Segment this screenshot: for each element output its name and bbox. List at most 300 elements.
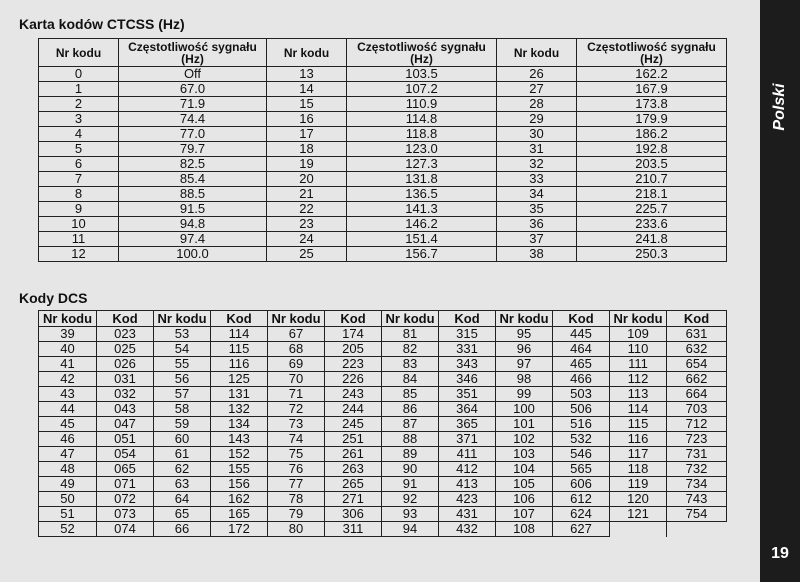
table-cell: 113 [610, 387, 667, 402]
table-row [39, 217, 727, 232]
table-cell: 631 [667, 327, 727, 342]
table-cell: 371 [439, 432, 496, 447]
table-row [39, 127, 727, 142]
table-cell: 125 [211, 372, 268, 387]
table-cell: 054 [97, 447, 154, 462]
table-cell: 17 [267, 127, 347, 142]
table-cell: 83 [382, 357, 439, 372]
table-cell: 3 [39, 112, 119, 127]
table-cell: 627 [553, 522, 610, 537]
table-cell: 123.0 [347, 142, 497, 157]
table-cell: 152 [211, 447, 268, 462]
table-cell: 071 [97, 477, 154, 492]
table-cell: 73 [268, 417, 325, 432]
table-cell: 131.8 [347, 172, 497, 187]
table-cell: 723 [667, 432, 727, 447]
table-cell: 423 [439, 492, 496, 507]
table-cell: 54 [154, 342, 211, 357]
table-cell: 88.5 [119, 187, 267, 202]
table-cell: 4 [39, 127, 119, 142]
table-cell: 265 [325, 477, 382, 492]
table-cell: 27 [497, 82, 577, 97]
table-row [39, 82, 727, 97]
table-cell: 132 [211, 402, 268, 417]
table-cell: 39 [39, 327, 97, 342]
table-cell: 205 [325, 342, 382, 357]
table-cell: 14 [267, 82, 347, 97]
table-cell: 116 [610, 432, 667, 447]
table-cell: 2 [39, 97, 119, 112]
table-cell: 114 [610, 402, 667, 417]
table-cell: 179.9 [577, 112, 727, 127]
table-cell: 53 [154, 327, 211, 342]
table-cell: 91.5 [119, 202, 267, 217]
table-cell: 16 [267, 112, 347, 127]
table-cell: 22 [267, 202, 347, 217]
table-cell: 28 [497, 97, 577, 112]
table-cell: 712 [667, 417, 727, 432]
table-row [39, 232, 727, 247]
table-row [39, 372, 727, 387]
table-cell: 85.4 [119, 172, 267, 187]
table-cell: 105 [496, 477, 553, 492]
dcs-header-row [39, 311, 727, 327]
table-cell: 107.2 [347, 82, 497, 97]
table-row [39, 507, 727, 522]
table-cell: 95 [496, 327, 553, 342]
table-cell: 115 [211, 342, 268, 357]
table-cell: 233.6 [577, 217, 727, 232]
table-cell: 67 [268, 327, 325, 342]
table-cell: 98 [496, 372, 553, 387]
language-sidebar [760, 0, 800, 582]
table-cell: 41 [39, 357, 97, 372]
table-cell: 343 [439, 357, 496, 372]
table-cell: 632 [667, 342, 727, 357]
table-cell: 311 [325, 522, 382, 537]
table-cell: 34 [497, 187, 577, 202]
table-cell: 97 [496, 357, 553, 372]
table-cell: 111 [610, 357, 667, 372]
table-cell: 112 [610, 372, 667, 387]
table-cell: 263 [325, 462, 382, 477]
table-cell: 023 [97, 327, 154, 342]
table-cell: 101 [496, 417, 553, 432]
table-cell: 79.7 [119, 142, 267, 157]
table-cell: 143 [211, 432, 268, 447]
table-cell: 532 [553, 432, 610, 447]
table-row [39, 522, 727, 537]
table-cell [667, 522, 727, 537]
column-header: Nr kodu [610, 311, 667, 327]
table-cell: 30 [497, 127, 577, 142]
table-cell: 18 [267, 142, 347, 157]
table-cell: 506 [553, 402, 610, 417]
table-cell: 97.4 [119, 232, 267, 247]
table-cell: 365 [439, 417, 496, 432]
table-cell: 44 [39, 402, 97, 417]
table-row [39, 142, 727, 157]
table-cell: 117 [610, 447, 667, 462]
table-cell: 71 [268, 387, 325, 402]
table-cell: 664 [667, 387, 727, 402]
table-cell: 100 [496, 402, 553, 417]
table-cell: 50 [39, 492, 97, 507]
table-cell: 37 [497, 232, 577, 247]
table-cell: 243 [325, 387, 382, 402]
table-cell: 271 [325, 492, 382, 507]
table-cell: 155 [211, 462, 268, 477]
table-cell: 56 [154, 372, 211, 387]
table-row [39, 387, 727, 402]
page-number: 19 [771, 545, 789, 562]
table-cell: 81 [382, 327, 439, 342]
table-cell: 5 [39, 142, 119, 157]
table-cell: 131 [211, 387, 268, 402]
table-cell: 031 [97, 372, 154, 387]
table-cell: 92 [382, 492, 439, 507]
column-header: Nr kodu [267, 39, 347, 67]
ctcss-title: Karta kodów CTCSS (Hz) [19, 16, 185, 32]
table-cell: 118.8 [347, 127, 497, 142]
table-cell: 29 [497, 112, 577, 127]
table-cell: 074 [97, 522, 154, 537]
table-cell: 127.3 [347, 157, 497, 172]
table-cell: 703 [667, 402, 727, 417]
table-cell: 364 [439, 402, 496, 417]
column-header: Nr kodu [497, 39, 577, 67]
column-header: Nr kodu [496, 311, 553, 327]
table-cell: 431 [439, 507, 496, 522]
language-label: Polski [771, 83, 788, 131]
column-header: Częstotliwość sygnału (Hz) [119, 39, 267, 67]
table-cell: 70 [268, 372, 325, 387]
table-cell: 82 [382, 342, 439, 357]
table-cell: 33 [497, 172, 577, 187]
table-cell: 10 [39, 217, 119, 232]
table-cell: 043 [97, 402, 154, 417]
table-cell: 115 [610, 417, 667, 432]
table-cell: 26 [497, 67, 577, 82]
table-row [39, 202, 727, 217]
table-cell: 244 [325, 402, 382, 417]
table-cell: 82.5 [119, 157, 267, 172]
table-cell: 192.8 [577, 142, 727, 157]
table-row [39, 432, 727, 447]
table-cell: 118 [610, 462, 667, 477]
table-cell: 110.9 [347, 97, 497, 112]
table-row [39, 97, 727, 112]
table-cell: 78 [268, 492, 325, 507]
table-cell: 731 [667, 447, 727, 462]
table-cell: 136.5 [347, 187, 497, 202]
table-cell: 466 [553, 372, 610, 387]
table-row [39, 417, 727, 432]
table-cell: 624 [553, 507, 610, 522]
dcs-table [38, 310, 727, 537]
table-cell: 503 [553, 387, 610, 402]
table-cell: 654 [667, 357, 727, 372]
table-cell: 225.7 [577, 202, 727, 217]
table-cell: 047 [97, 417, 154, 432]
table-cell: 162.2 [577, 67, 727, 82]
table-cell: 31 [497, 142, 577, 157]
table-cell: 306 [325, 507, 382, 522]
table-row [39, 187, 727, 202]
table-cell: 100.0 [119, 247, 267, 262]
table-cell: 413 [439, 477, 496, 492]
column-header: Nr kodu [382, 311, 439, 327]
table-cell: 754 [667, 507, 727, 522]
table-cell: 85 [382, 387, 439, 402]
table-cell: 121 [610, 507, 667, 522]
table-cell: 65 [154, 507, 211, 522]
table-cell: 172 [211, 522, 268, 537]
dcs-title: Kody DCS [19, 290, 88, 306]
table-cell: 210.7 [577, 172, 727, 187]
table-cell: 315 [439, 327, 496, 342]
table-cell: 24 [267, 232, 347, 247]
table-cell: 245 [325, 417, 382, 432]
table-cell: 734 [667, 477, 727, 492]
table-cell: 106 [496, 492, 553, 507]
table-cell: 114.8 [347, 112, 497, 127]
table-cell: 19 [267, 157, 347, 172]
table-row [39, 327, 727, 342]
table-cell: 141.3 [347, 202, 497, 217]
table-cell: 76 [268, 462, 325, 477]
column-header: Częstotliwość sygnału (Hz) [347, 39, 497, 67]
column-header: Kod [553, 311, 610, 327]
table-cell: 42 [39, 372, 97, 387]
table-cell: 103 [496, 447, 553, 462]
table-cell: 35 [497, 202, 577, 217]
column-header: Kod [439, 311, 496, 327]
table-cell: 026 [97, 357, 154, 372]
table-cell: 241.8 [577, 232, 727, 247]
table-cell: 612 [553, 492, 610, 507]
table-cell: 226 [325, 372, 382, 387]
table-cell: 167.9 [577, 82, 727, 97]
table-cell: 15 [267, 97, 347, 112]
table-cell: 331 [439, 342, 496, 357]
table-cell: 662 [667, 372, 727, 387]
table-cell: 90 [382, 462, 439, 477]
table-cell: 84 [382, 372, 439, 387]
table-cell: 261 [325, 447, 382, 462]
column-header: Kod [97, 311, 154, 327]
table-cell: 32 [497, 157, 577, 172]
table-cell: 119 [610, 477, 667, 492]
column-header: Nr kodu [268, 311, 325, 327]
table-cell: 67.0 [119, 82, 267, 97]
table-cell: 162 [211, 492, 268, 507]
ctcss-table [38, 38, 727, 262]
table-cell: 25 [267, 247, 347, 262]
table-cell: 74 [268, 432, 325, 447]
table-cell: 57 [154, 387, 211, 402]
table-cell: 72 [268, 402, 325, 417]
table-cell: 051 [97, 432, 154, 447]
column-header: Kod [211, 311, 268, 327]
table-cell: 165 [211, 507, 268, 522]
table-cell: 64 [154, 492, 211, 507]
table-cell: 032 [97, 387, 154, 402]
table-cell: 77 [268, 477, 325, 492]
table-cell: 732 [667, 462, 727, 477]
table-cell: 203.5 [577, 157, 727, 172]
table-cell: 23 [267, 217, 347, 232]
table-cell: 86 [382, 402, 439, 417]
table-cell: 151.4 [347, 232, 497, 247]
ctcss-header-row [39, 39, 727, 67]
table-cell: 173.8 [577, 97, 727, 112]
table-cell: 346 [439, 372, 496, 387]
table-cell: 94 [382, 522, 439, 537]
table-cell: 52 [39, 522, 97, 537]
column-header: Kod [667, 311, 727, 327]
table-cell: 743 [667, 492, 727, 507]
table-cell: 40 [39, 342, 97, 357]
table-row [39, 67, 727, 82]
table-cell: 134 [211, 417, 268, 432]
table-cell: 116 [211, 357, 268, 372]
table-cell: 60 [154, 432, 211, 447]
table-cell: 432 [439, 522, 496, 537]
table-cell: 445 [553, 327, 610, 342]
column-header: Nr kodu [39, 39, 119, 67]
table-cell: 87 [382, 417, 439, 432]
table-cell: 108 [496, 522, 553, 537]
table-row [39, 492, 727, 507]
table-cell: 0 [39, 67, 119, 82]
table-cell: 45 [39, 417, 97, 432]
column-header: Częstotliwość sygnału (Hz) [577, 39, 727, 67]
table-cell: 120 [610, 492, 667, 507]
table-cell: 49 [39, 477, 97, 492]
table-cell: 43 [39, 387, 97, 402]
table-cell: 58 [154, 402, 211, 417]
table-cell: Off [119, 67, 267, 82]
table-row [39, 247, 727, 262]
table-cell: 62 [154, 462, 211, 477]
table-cell: 38 [497, 247, 577, 262]
table-row [39, 342, 727, 357]
table-cell: 110 [610, 342, 667, 357]
table-cell: 88 [382, 432, 439, 447]
table-cell: 91 [382, 477, 439, 492]
table-cell: 073 [97, 507, 154, 522]
table-cell: 465 [553, 357, 610, 372]
table-cell: 156 [211, 477, 268, 492]
table-cell: 63 [154, 477, 211, 492]
table-cell: 250.3 [577, 247, 727, 262]
table-cell: 20 [267, 172, 347, 187]
table-cell: 99 [496, 387, 553, 402]
table-cell: 96 [496, 342, 553, 357]
table-cell: 68 [268, 342, 325, 357]
table-cell: 156.7 [347, 247, 497, 262]
table-cell: 102 [496, 432, 553, 447]
table-row [39, 157, 727, 172]
table-cell: 66 [154, 522, 211, 537]
table-cell: 1 [39, 82, 119, 97]
table-cell [610, 522, 667, 537]
table-cell: 351 [439, 387, 496, 402]
table-row [39, 112, 727, 127]
table-cell: 109 [610, 327, 667, 342]
column-header: Kod [325, 311, 382, 327]
table-row [39, 172, 727, 187]
table-cell: 104 [496, 462, 553, 477]
table-cell: 174 [325, 327, 382, 342]
table-row [39, 447, 727, 462]
column-header: Nr kodu [39, 311, 97, 327]
table-row [39, 402, 727, 417]
table-cell: 9 [39, 202, 119, 217]
table-row [39, 462, 727, 477]
table-cell: 71.9 [119, 97, 267, 112]
table-cell: 411 [439, 447, 496, 462]
table-cell: 065 [97, 462, 154, 477]
table-cell: 13 [267, 67, 347, 82]
table-cell: 606 [553, 477, 610, 492]
table-cell: 7 [39, 172, 119, 187]
table-cell: 48 [39, 462, 97, 477]
table-cell: 75 [268, 447, 325, 462]
table-cell: 516 [553, 417, 610, 432]
table-cell: 103.5 [347, 67, 497, 82]
table-cell: 11 [39, 232, 119, 247]
table-cell: 6 [39, 157, 119, 172]
table-cell: 21 [267, 187, 347, 202]
table-cell: 69 [268, 357, 325, 372]
table-cell: 51 [39, 507, 97, 522]
table-row [39, 477, 727, 492]
table-cell: 107 [496, 507, 553, 522]
table-cell: 55 [154, 357, 211, 372]
table-cell: 74.4 [119, 112, 267, 127]
table-cell: 565 [553, 462, 610, 477]
table-cell: 59 [154, 417, 211, 432]
table-cell: 412 [439, 462, 496, 477]
table-cell: 61 [154, 447, 211, 462]
table-cell: 36 [497, 217, 577, 232]
table-cell: 94.8 [119, 217, 267, 232]
table-cell: 46 [39, 432, 97, 447]
table-row [39, 357, 727, 372]
table-cell: 89 [382, 447, 439, 462]
column-header: Nr kodu [154, 311, 211, 327]
table-cell: 93 [382, 507, 439, 522]
table-cell: 464 [553, 342, 610, 357]
table-cell: 47 [39, 447, 97, 462]
table-cell: 251 [325, 432, 382, 447]
table-cell: 8 [39, 187, 119, 202]
table-cell: 223 [325, 357, 382, 372]
table-cell: 114 [211, 327, 268, 342]
table-cell: 025 [97, 342, 154, 357]
table-cell: 546 [553, 447, 610, 462]
table-cell: 79 [268, 507, 325, 522]
table-cell: 77.0 [119, 127, 267, 142]
table-cell: 146.2 [347, 217, 497, 232]
table-cell: 072 [97, 492, 154, 507]
table-cell: 80 [268, 522, 325, 537]
table-cell: 218.1 [577, 187, 727, 202]
table-cell: 186.2 [577, 127, 727, 142]
table-cell: 12 [39, 247, 119, 262]
